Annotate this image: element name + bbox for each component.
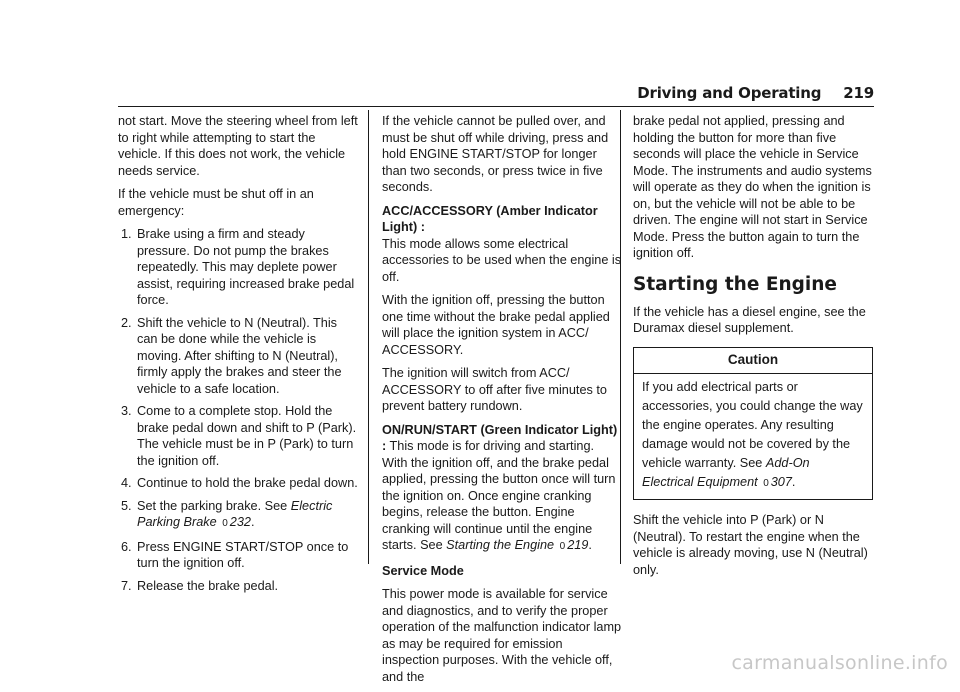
section-title: Driving and Operating [637,84,822,102]
step-text: Release the brake pedal. [137,578,279,593]
emergency-steps-list [118,226,358,594]
step-text: Shift the vehicle to N (Neutral). This can be done while the vehicle is moving. After shifting to N (Neutral), firmly apply the brakes and steer the vehicle to a safe location. [137,315,342,396]
paragraph: ACC/ACCESSORY (Amber Indicator Light) : This mode allows some electrical accessories to be used when the engine is off. [382,203,622,284]
caution-title: Caution [634,348,872,375]
page-ref-arrow-icon: 0 [763,478,769,489]
paragraph: If the vehicle cannot be pulled over, and must be shut off while driving, press and hold ENGINE START/STOP for longer than two seconds, or press twice in five seconds. [382,114,609,194]
paragraph: The ignition will switch from ACC/ ACCESSORY to off after five minutes to prevent battery rundown. [382,366,607,413]
xref-electric-parking-brake[interactable]: Electric Parking Brake [137,498,333,529]
list-item [118,315,358,398]
step-number: 2. [121,315,132,330]
paragraph: not start. Move the steering wheel from left to right while attempting to start the vehicle. If this does not work, the vehicle needs service. [118,114,358,178]
column-left [118,113,358,600]
step-number: 7. [121,578,132,593]
step-text: Set the parking brake. See [137,498,291,513]
step-text: Continue to hold the brake pedal down. [137,476,358,490]
column-divider [368,110,369,564]
header-rule [118,106,874,107]
step-number: 5. [121,498,132,513]
watermark: carmanualsonline.info [731,652,948,674]
step-text: Press ENGINE START/STOP once to turn the ignition off. [137,539,349,570]
column-middle [382,113,622,692]
paragraph: If the vehicle must be shut off in an emergency: [118,187,314,218]
caution-body: If you add electrical parts or accessories, you could change the way the engine operates. Any resulting damage would not be covered by the vehicle warranty. See Add-On Electrical Equipment 0 307. [642,380,863,489]
step-number: 1. [121,227,132,241]
page-ref-arrow-icon: 0 [222,518,228,529]
step-number: 4. [121,476,132,490]
paragraph: If the vehicle has a diesel engine, see the Duramax diesel supplement. [633,304,866,335]
list-item [118,578,358,595]
section-heading: Starting the Engine [633,273,837,295]
paragraph: brake pedal not applied, pressing and holding the button for more than five seconds will place the vehicle in Service Mode. The instruments and audio systems will operate as they do when the ignition is on, but the vehicle will not be able to be driven. The engine will not start in Service Mode. Press the button again to turn the ignition off. [633,114,872,260]
list-item [118,226,358,309]
acc-mode-term: ACC/ACCESSORY (Amber Indicator Light) : [382,203,598,234]
page-ref-number: 232 [229,515,251,529]
page-ref-number: 219 [567,538,589,552]
step-number: 3. [121,404,132,418]
paragraph: With the ignition off, pressing the button one time without the brake pedal applied will place the ignition system in ACC/ ACCESSORY. [382,293,610,357]
list-item [118,403,358,469]
on-mode-term: ON/RUN/START (Green Indicator Light) : [382,422,618,453]
xref-add-on-electrical-equipment[interactable]: Add-On Electrical Equipment [642,456,810,489]
paragraph: This power mode is available for service and diagnostics, and to verify the proper operation of the malfunction indicator lamp as may be required for emission inspection purposes. With the vehicle off, and the [382,587,622,684]
service-mode-term: Service Mode [382,563,464,578]
paragraph: ON/RUN/START (Green Indicator Light) : This mode is for driving and starting. With the ignition off, and the brake pedal applied, pressing the button once will turn the ignition on. Once engine cranking begins, release the button. Engine cranking will continue until the engine starts. See Starting the Engine 0 219. [382,422,618,552]
caution-box [633,347,873,501]
running-header [637,84,874,102]
column-right [633,113,873,585]
list-item: 5. Set the parking brake. See Electric Parking Brake 0 232. [118,498,358,533]
step-text: Come to a complete stop. Hold the brake pedal down and shift to P (Park). The vehicle must be in P (Park) to turn the ignition off. [137,404,357,468]
xref-starting-the-engine[interactable]: Starting the Engine [446,538,555,552]
step-number: 6. [121,539,132,554]
page-number: 219 [843,84,874,102]
page-ref-arrow-icon: 0 [559,541,566,552]
page-ref-number: 307 [770,475,792,489]
paragraph: Shift the vehicle into P (Park) or N (Neutral). To restart the engine when the vehicle is already moving, use N (Neutral) only. [633,513,868,577]
step-text: Brake using a firm and steady pressure. Do not pump the brakes repeatedly. This may deplete power assist, requiring increased brake pedal force. [137,227,355,307]
list-item [118,539,358,572]
list-item [118,475,358,492]
